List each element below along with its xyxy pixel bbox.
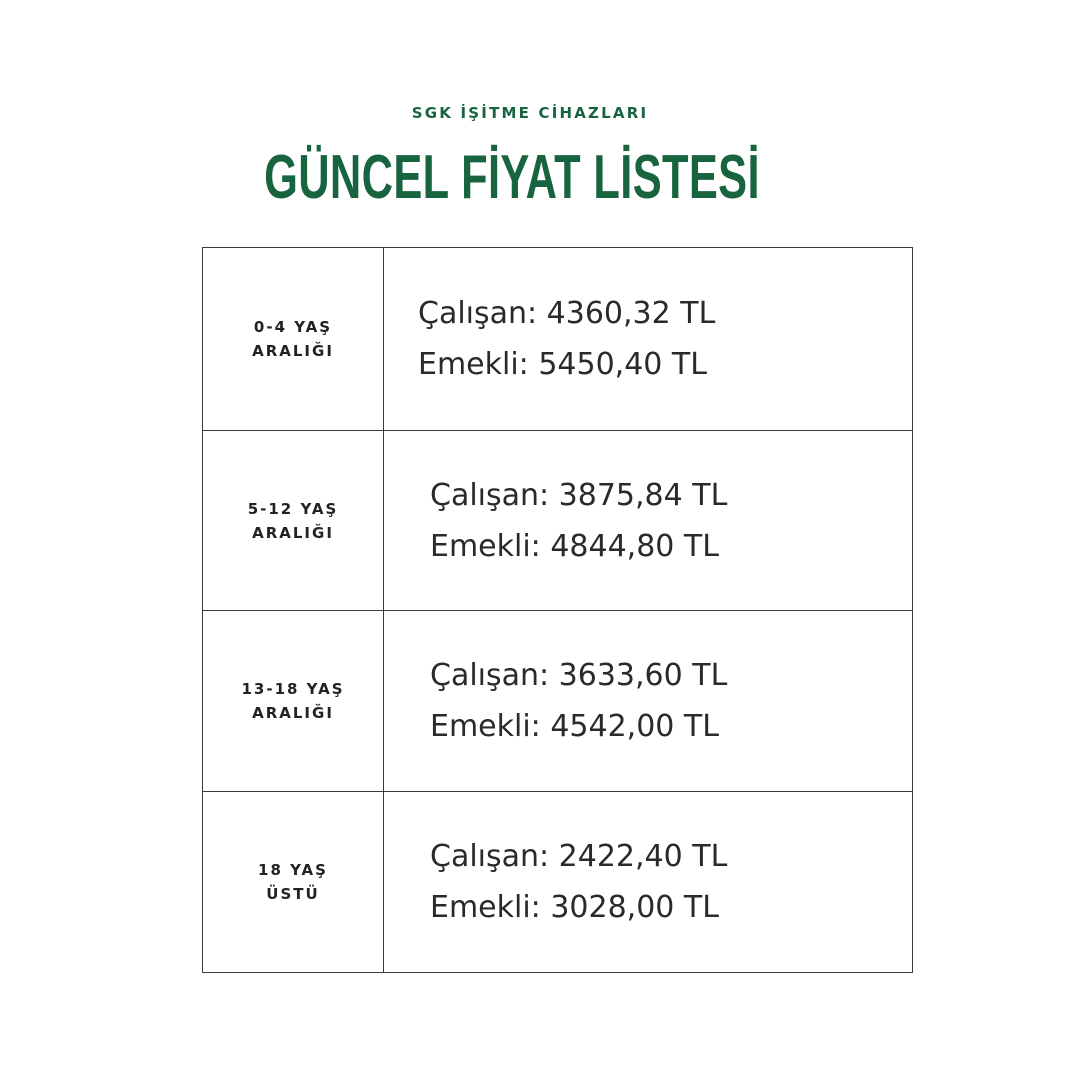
page-subtitle: SGK İŞİTME CİHAZLARI	[411, 104, 649, 122]
employee-price: Çalışan: 3875,84 TL	[430, 477, 728, 513]
retiree-price: Emekli: 5450,40 TL	[418, 347, 707, 382]
age-range-sublabel: ÜSTÜ	[266, 885, 320, 903]
employee-price: Çalışan: 3633,60 TL	[430, 658, 728, 693]
price-table	[202, 247, 913, 973]
price-cell	[384, 248, 913, 431]
age-range-cell	[203, 248, 384, 431]
price-cell	[384, 431, 913, 611]
age-range-label: 5-12 YAŞ	[247, 499, 339, 518]
age-range-cell	[203, 431, 384, 611]
table-row	[203, 431, 913, 611]
age-range-sublabel: ARALIĞI	[252, 342, 334, 360]
age-range-sublabel: ARALIĞI	[252, 523, 334, 542]
age-range-label: 0-4 YAŞ	[253, 318, 333, 336]
page-title: GÜNCEL FİYAT LİSTESİ	[264, 143, 760, 212]
age-range-cell	[203, 611, 384, 792]
retiree-price: Emekli: 4542,00 TL	[430, 709, 719, 744]
age-range-label: 13-18 YAŞ	[241, 680, 345, 698]
age-range-sublabel: ARALIĞI	[252, 704, 334, 722]
price-cell	[384, 792, 913, 973]
age-range-label: 18 YAŞ	[258, 861, 328, 879]
table-row	[203, 248, 913, 431]
employee-price: Çalışan: 4360,32 TL	[418, 296, 716, 331]
retiree-price: Emekli: 4844,80 TL	[430, 528, 719, 564]
age-range-cell	[203, 792, 384, 973]
price-cell	[384, 611, 913, 792]
table-row	[203, 792, 913, 973]
retiree-price: Emekli: 3028,00 TL	[430, 890, 719, 925]
table-row	[203, 611, 913, 792]
employee-price: Çalışan: 2422,40 TL	[430, 839, 728, 874]
